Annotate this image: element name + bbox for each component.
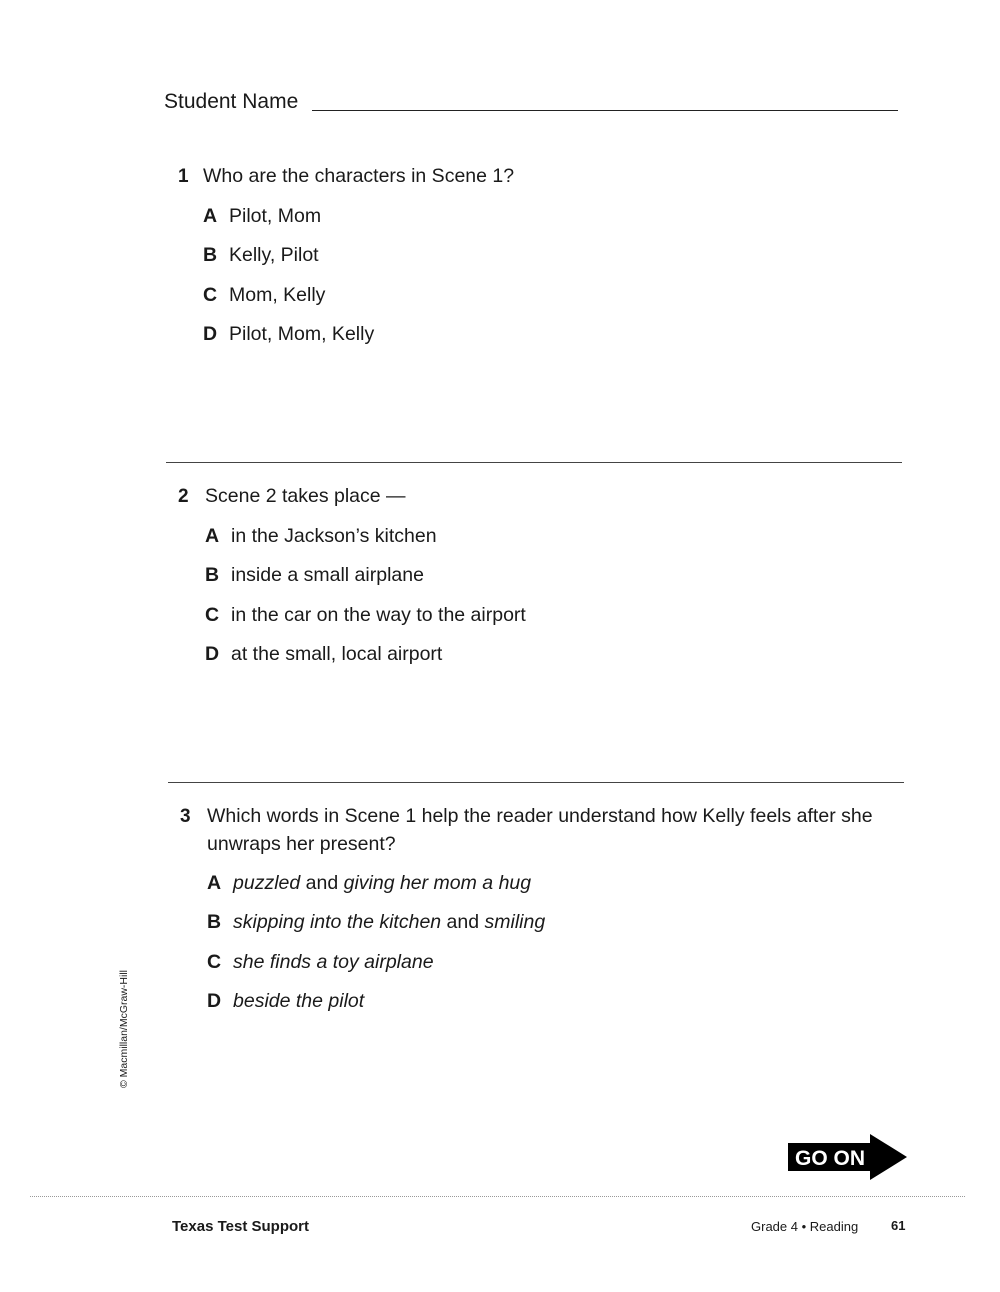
choice-letter: B [205, 564, 220, 586]
choice-text: Mom, Kelly [229, 284, 326, 306]
choice-text: inside a small airplane [231, 564, 424, 586]
go-on-arrow [788, 1134, 908, 1180]
student-name-field[interactable] [312, 110, 898, 111]
choice-quote-1: puzzled [233, 872, 301, 894]
choice-text: Pilot, Mom, Kelly [229, 323, 375, 345]
question-1-text: Who are the characters in Scene 1? [203, 165, 515, 187]
choice-letter: D [205, 643, 220, 665]
question-3-choice-b[interactable] [207, 911, 545, 934]
choice-text: Pilot, Mom [229, 205, 322, 227]
question-1-choice-b[interactable] [203, 244, 319, 267]
question-2-number: 2 [178, 486, 189, 507]
choice-quote-1: beside the pilot [233, 990, 365, 1012]
choice-letter: A [205, 525, 220, 547]
footer-divider [30, 1196, 965, 1197]
choice-connector: and [300, 872, 344, 894]
copyright-note: © Macmillan/McGraw-Hill [118, 970, 130, 1088]
choice-text: in the Jackson’s kitchen [231, 525, 437, 547]
choice-quote-1: she finds a toy airplane [233, 951, 434, 973]
student-name-label: Student Name [164, 90, 299, 113]
question-3-text [207, 802, 873, 858]
choice-text: at the small, local airport [231, 643, 443, 665]
choice-letter: D [203, 323, 218, 345]
section-divider [168, 782, 904, 783]
choice-quote-2: smiling [484, 911, 546, 933]
choice-letter: C [203, 284, 218, 306]
choice-letter: D [207, 990, 222, 1012]
choice-letter: C [207, 951, 222, 973]
footer-grade: Grade 4 • Reading [751, 1219, 859, 1234]
question-3-text-line-1: Which words in Scene 1 help the reader understand how Kelly feels after she [207, 805, 873, 827]
go-on-label: GO ON [795, 1147, 866, 1170]
choice-quote-1: skipping into the kitchen [233, 911, 442, 933]
choice-letter: C [205, 604, 220, 626]
question-3-choice-d[interactable] [207, 990, 364, 1013]
question-2-choice-a[interactable] [205, 525, 437, 548]
question-2-choice-b[interactable] [205, 564, 424, 587]
choice-letter: A [207, 872, 222, 894]
question-2-choice-c[interactable] [205, 604, 526, 627]
choice-letter: B [203, 244, 218, 266]
question-1-choice-a[interactable] [203, 205, 321, 228]
question-1-number: 1 [178, 166, 189, 187]
question-3-text-line-2: unwraps her present? [207, 833, 396, 855]
choice-letter: A [203, 205, 218, 227]
choice-connector: and [441, 911, 485, 933]
page-number: 61 [891, 1218, 906, 1233]
choice-letter: B [207, 911, 222, 933]
question-1-choice-c[interactable] [203, 284, 325, 307]
question-3-number: 3 [180, 806, 191, 827]
question-2-choice-d[interactable] [205, 643, 442, 666]
choice-quote-2: giving her mom a hug [343, 872, 532, 894]
choice-text: in the car on the way to the airport [231, 604, 526, 626]
question-2-text: Scene 2 takes place — [205, 485, 406, 507]
choice-text: Kelly, Pilot [229, 244, 319, 266]
question-1-choice-d[interactable] [203, 323, 374, 346]
footer-title: Texas Test Support [172, 1218, 309, 1235]
question-3-choice-a[interactable] [207, 872, 531, 895]
section-divider [166, 462, 902, 463]
question-3-choice-c[interactable] [207, 951, 434, 974]
